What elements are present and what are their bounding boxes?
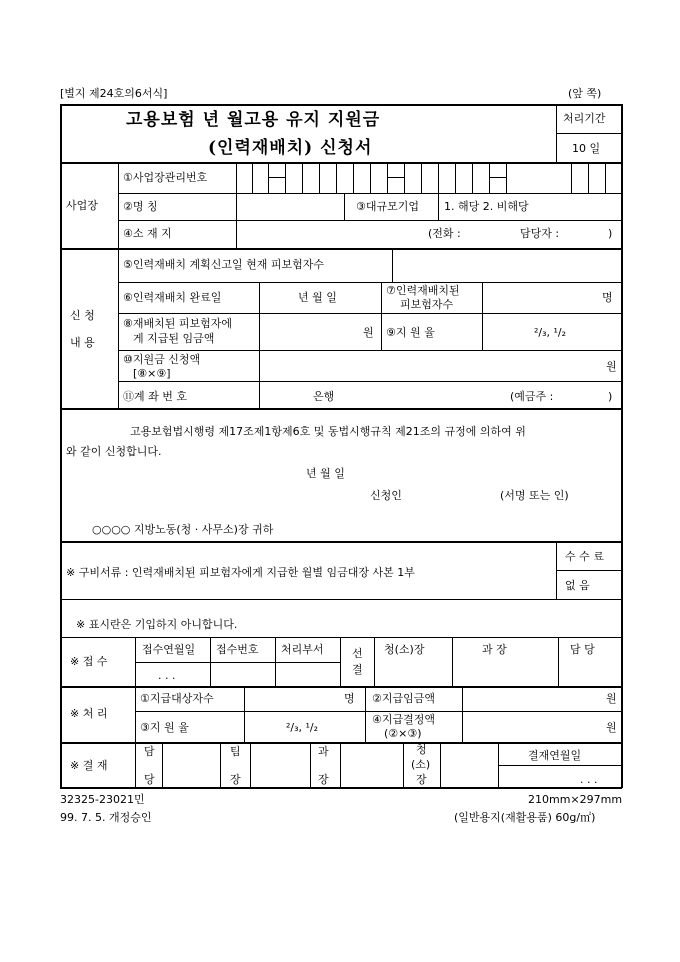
support-rate-label: ⑨지 원 율 (386, 326, 435, 339)
bank-label: 은행 (313, 390, 335, 403)
manager-label: 과 장 (482, 643, 507, 656)
insured-count-label: ⑤인력재배치 계획신고일 현재 피보험자수 (123, 258, 324, 271)
request-section-label-b: 내 용 (70, 336, 95, 349)
persons-unit: 명 (602, 291, 613, 304)
support-rate-value: ²/₃, ¹/₂ (534, 326, 567, 339)
paper-size: 210mm×297mm (528, 793, 623, 806)
approval-gwa: 과 (318, 745, 329, 758)
approval-date-dots: . . . (580, 773, 598, 786)
page-side-label: (앞 쪽) (568, 87, 602, 100)
approval-tim-jang: 장 (230, 773, 241, 786)
large-enterprise-options[interactable]: 1. 해당 2. 비해당 (444, 200, 529, 213)
receipt-label: ※ 접 수 (70, 655, 108, 668)
target-count-unit: 명 (344, 692, 355, 705)
fee-value: 없 음 (565, 579, 590, 592)
account-holder-close: ) (608, 390, 613, 403)
employer-name-label: ②명 칭 (123, 200, 158, 213)
approval-cheong-jang: 장 (416, 773, 427, 786)
decision-label-1: ④지급결정액 (372, 713, 435, 726)
large-enterprise-label: ③대규모기업 (356, 200, 419, 213)
decision-unit: 원 (606, 721, 617, 734)
pay-amount-label: ②지급임금액 (372, 692, 435, 705)
reassigned-count-label-1: ⑦인력재배치된 (386, 284, 460, 297)
approval-so: (소) (411, 758, 431, 771)
applicant-label: 신청인 (370, 489, 402, 502)
wages-label-1: ⑧재배치된 피보험자에 (123, 317, 232, 330)
approval-sun: 선 (352, 647, 363, 660)
signature-label: (서명 또는 인) (500, 489, 569, 502)
fee-label: 수 수 료 (565, 550, 604, 563)
staff-label: 담 당 (570, 643, 595, 656)
approval-gyeol: 결 (352, 663, 363, 676)
wages-label-2: 게 지급된 임금액 (133, 332, 215, 345)
completion-date-label: ⑥인력재배치 완료일 (123, 291, 222, 304)
wages-won-unit: 원 (363, 326, 374, 339)
required-documents: ※ 구비서류 : 인력재배치된 피보험자에게 지급한 월별 임금대장 사본 1부 (66, 566, 415, 579)
statement-line2: 와 같이 신청합니다. (66, 445, 162, 458)
form-title-line1: 고용보험 년 월고용 유지 지원금 (126, 110, 381, 130)
receipt-date-dots: . . . (158, 669, 176, 682)
approval-dang: 당 (144, 773, 155, 786)
statement-date: 년 월 일 (306, 467, 345, 480)
form-number: [별지 제24호의6서식] (60, 87, 168, 100)
chief-label: 청(소)장 (384, 643, 425, 656)
receipt-date-label: 접수연월일 (142, 643, 196, 656)
phone-label: (전화 : (428, 227, 461, 240)
approval-dam: 담 (144, 745, 155, 758)
form-title-line2: (인력재배치) 신청서 (208, 138, 373, 158)
approval-label: ※ 결 재 (70, 759, 108, 772)
amount-label-1: ⑩지원금 신청액 (123, 353, 201, 366)
office-rate-label: ③지 원 율 (140, 721, 189, 734)
paper-type: (일반용지(재활용품) 60g/㎡) (454, 811, 596, 824)
processing-dept-label: 처리부서 (281, 643, 324, 656)
amount-won-unit: 원 (606, 360, 617, 373)
completion-date-ymd: 년 월 일 (298, 291, 337, 304)
account-holder-label: (예금주 : (510, 390, 554, 403)
form-code: 32325-23021민 (60, 793, 145, 806)
processing-label: ※ 처 리 (70, 707, 108, 720)
address-label: ④소 재 지 (123, 227, 172, 240)
closing-paren: ) (608, 227, 613, 240)
amount-label-2: [⑧×⑨] (133, 367, 171, 380)
approval-cheong: 청 (416, 743, 427, 756)
processing-period-label: 처리기간 (563, 112, 606, 125)
addressee: ○○○○ 지방노동(청 · 사무소)장 귀하 (92, 523, 274, 536)
receipt-number-label: 접수번호 (216, 643, 259, 656)
mgmt-number-label: ①사업장관리번호 (123, 171, 208, 184)
reassigned-count-label-2: 피보험자수 (400, 298, 454, 311)
account-label: ⑪계 좌 번 호 (123, 390, 187, 403)
approval-date: 99. 7. 5. 개정승인 (60, 811, 152, 824)
request-section-label-a: 신 청 (70, 309, 95, 322)
statement-line1: 고용보험법시행령 제17조제1항제6호 및 동법시행규칙 제21조의 규정에 의하여 위 (130, 425, 526, 438)
office-rate-value: ²/₃, ¹/₂ (286, 721, 319, 734)
office-use-notice: ※ 표시란은 기입하지 아니합니다. (76, 618, 238, 631)
target-count-label: ①지급대상자수 (140, 692, 214, 705)
contact-label: 담당자 : (520, 227, 560, 240)
approval-tim: 팀 (230, 745, 241, 758)
approval-gwa-jang: 장 (318, 773, 329, 786)
processing-period-value: 10 일 (572, 142, 601, 155)
employer-section-label: 사업장 (66, 199, 98, 212)
approval-date-label: 결재연월일 (528, 749, 582, 762)
decision-label-2: (②×③) (384, 727, 422, 740)
pay-amount-unit: 원 (606, 692, 617, 705)
